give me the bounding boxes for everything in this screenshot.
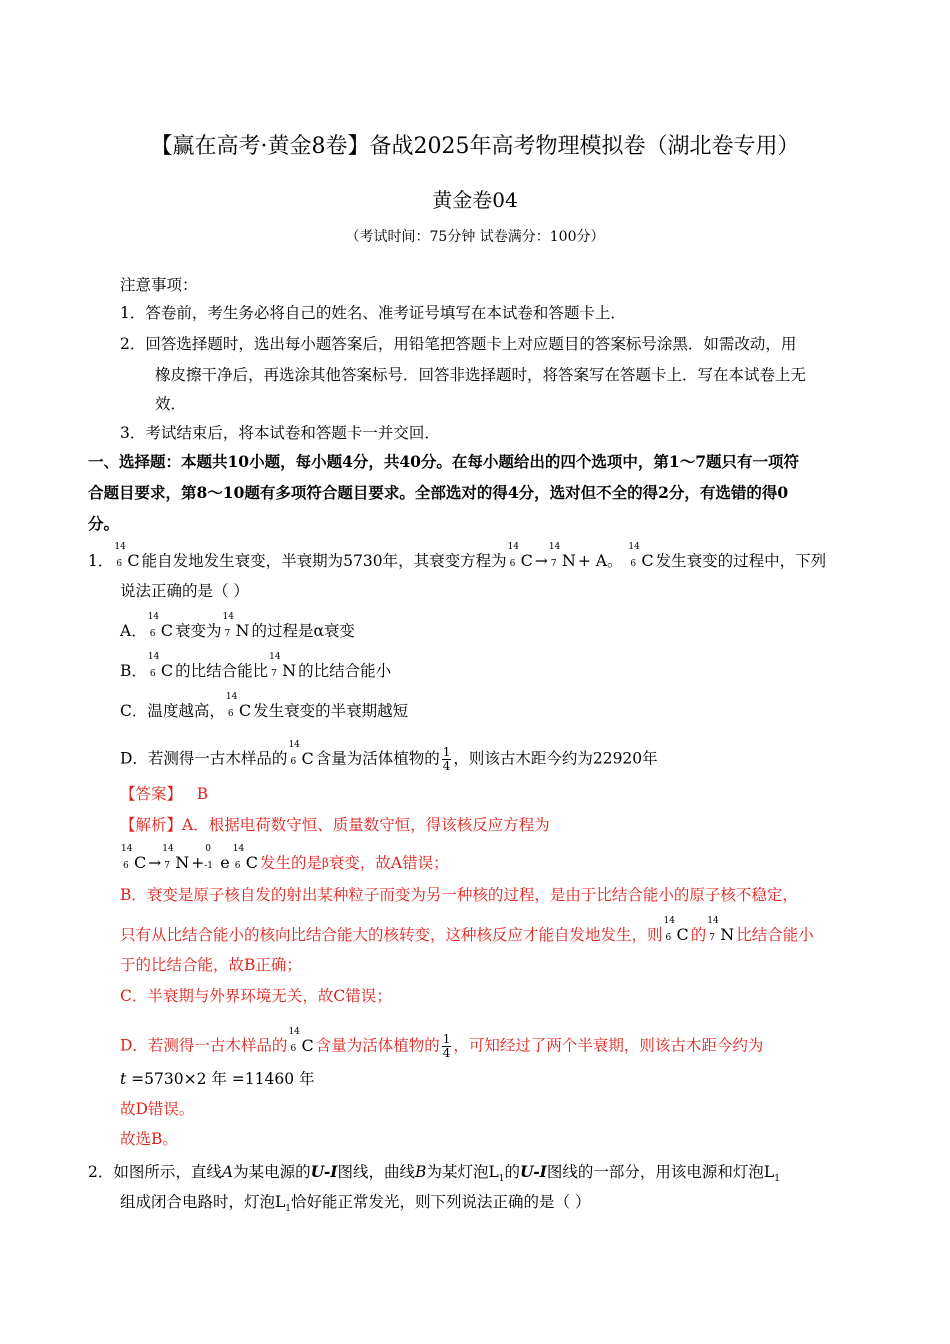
fraction-one-quarter: $\frac{1}{4}$ xyxy=(442,1032,451,1060)
isotope-n14: 14 7 N xyxy=(162,844,190,872)
page-subtitle: 黄金卷04 xyxy=(432,188,518,212)
isotope-c14: 14 6 C xyxy=(147,612,173,640)
q1-conclusion: 故选B。 xyxy=(120,1130,178,1148)
isotope-n14: 14 7 N xyxy=(222,612,250,640)
q1-option-d: D．若测得一古木样品的 14 6 C 含量为活体植物的 $\frac{1}{4}$ ，则该古木距今约为22920年 xyxy=(120,739,658,773)
q1-stem-text-b: 。 xyxy=(606,552,623,570)
electron-symbol: 0 -1 e xyxy=(204,844,230,872)
isotope-c14: 14 6 C xyxy=(507,542,533,570)
isotope-c14: 14 6 C xyxy=(147,652,174,680)
isotope-n14: 14 7 N xyxy=(269,652,297,680)
q1-stem-line2: 说法正确的是（ ） xyxy=(120,582,249,600)
q1-analysis-d-line3: 故D错误。 xyxy=(120,1100,195,1118)
q1-analysis-b-line2: 只有从比结合能小的核向比结合能大的核转变，这种核反应才能自发地发生，则 14 6 C 的 14 7 N 比结合能小 xyxy=(120,916,814,944)
isotope-c14: 14 6 C xyxy=(663,916,689,944)
note-item-2-line1: 2．回答选择题时，选出每小题答案后，用铅笔把答题卡上对应题目的答案标号涂黑．如需改动，用 xyxy=(120,335,797,353)
isotope-c14: 14 6 C xyxy=(121,844,147,872)
q1-stem-text-a: 能自发地发生衰变，半衰期为5730年，其衰变方程为 xyxy=(141,552,507,570)
note-item-2-line2: 橡皮擦干净后，再选涂其他答案标号．回答非选择题时，将答案写在答题卡上．写在本试卷上无 xyxy=(155,366,807,384)
section1-instructions-line1: 一、选择题：本题共10小题，每小题4分，共40分。在每小题给出的四个选项中，第1～7题只有一项符 xyxy=(88,452,799,471)
isotope-c14: 14 6 C xyxy=(225,692,252,720)
q1-analysis-c: C．半衰期与外界环境无关，故C错误； xyxy=(120,987,392,1005)
page-title: 【赢在高考·黄金8卷】备战2025年高考物理模拟卷（湖北卷专用） xyxy=(150,134,800,159)
q1-number: 1． xyxy=(88,552,114,570)
note-item-2-line3: 效． xyxy=(155,395,187,413)
q1-option-a: A． 14 6 C 衰变为 14 7 N 的过程是α衰变 xyxy=(120,612,355,640)
section1-instructions-line2: 合题目要求，第8～10题有多项符合题目要求。全部选对的得4分，选对但不全的得2分，有选错的得0 xyxy=(88,483,789,502)
q1-stem-line1 xyxy=(88,542,827,572)
q1-answer: 【答案】 B xyxy=(120,785,209,803)
q1-reaction-equation: 14 6 C → 14 7 N + 0 -1 e 14 6 C 发生的是$^\beta$衰变，故A错误； xyxy=(121,844,449,872)
q1-analysis-d-line1: D．若测得一古木样品的 14 6 C 含量为活体植物的 $\frac{1}{4}$ ，可知经过了两个半衰期，则该古木距今约为 xyxy=(120,1026,764,1060)
q1-analysis-a: 【解析】A．根据电荷数守恒、质量数守恒，得该核反应方程为 xyxy=(120,816,550,834)
note-item-3: 3．考试结束后，将本试卷和答题卡一并交回． xyxy=(120,424,440,442)
isotope-n14: 14 7 N xyxy=(548,542,576,570)
isotope-c14: 14 6 C xyxy=(288,739,314,768)
isotope-c14: 14 6 C xyxy=(288,1026,314,1055)
isotope-c14: 14 6 C xyxy=(628,542,654,570)
isotope-n14: 14 7 N xyxy=(707,916,735,944)
note-item-1: 1．答卷前，考生务必将自己的姓名、准考证号填写在本试卷和答题卡上． xyxy=(120,304,626,322)
fraction-one-quarter: $\frac{1}{4}$ xyxy=(442,745,451,773)
q1-plus-a: + A xyxy=(577,552,607,570)
isotope-c14: 14 6 C xyxy=(114,542,140,570)
section1-instructions-line3: 分。 xyxy=(88,514,120,533)
q2-stem-line1: 2．如图所示，直线A为某电源的U-I图线，曲线B为某灯泡$L_1$的U-I图线的一部分，用该电源和灯泡$L_1$ xyxy=(88,1162,780,1185)
arrow-symbol: → xyxy=(534,552,548,570)
q1-option-b: B． 14 6 C 的比结合能比 14 7 N 的比结合能小 xyxy=(120,652,392,680)
notes-heading: 注意事项： xyxy=(120,276,198,294)
q2-stem-line2: 组成闭合电路时，灯泡$L_1$恰好能正常发光，则下列说法正确的是（ ） xyxy=(120,1193,591,1215)
q1-analysis-b-line1: B．衰变是原子核自发的射出某种粒子而变为另一种核的过程，是由于比结合能小的原子核不稳定， xyxy=(120,886,798,904)
exam-info: （考试时间：75分钟 试卷满分：100分） xyxy=(345,229,605,245)
q1-option-c: C．温度越高， 14 6 C 发生衰变的半衰期越短 xyxy=(120,692,409,720)
isotope-c14: 14 6 C xyxy=(232,844,258,872)
q1-stem-text-c: 发生衰变的过程中，下列 xyxy=(655,552,827,570)
q1-calculation: t =5730×2 年 =11460 年 xyxy=(120,1070,315,1088)
q1-analysis-b-line3: 于的比结合能，故B正确； xyxy=(120,956,302,974)
